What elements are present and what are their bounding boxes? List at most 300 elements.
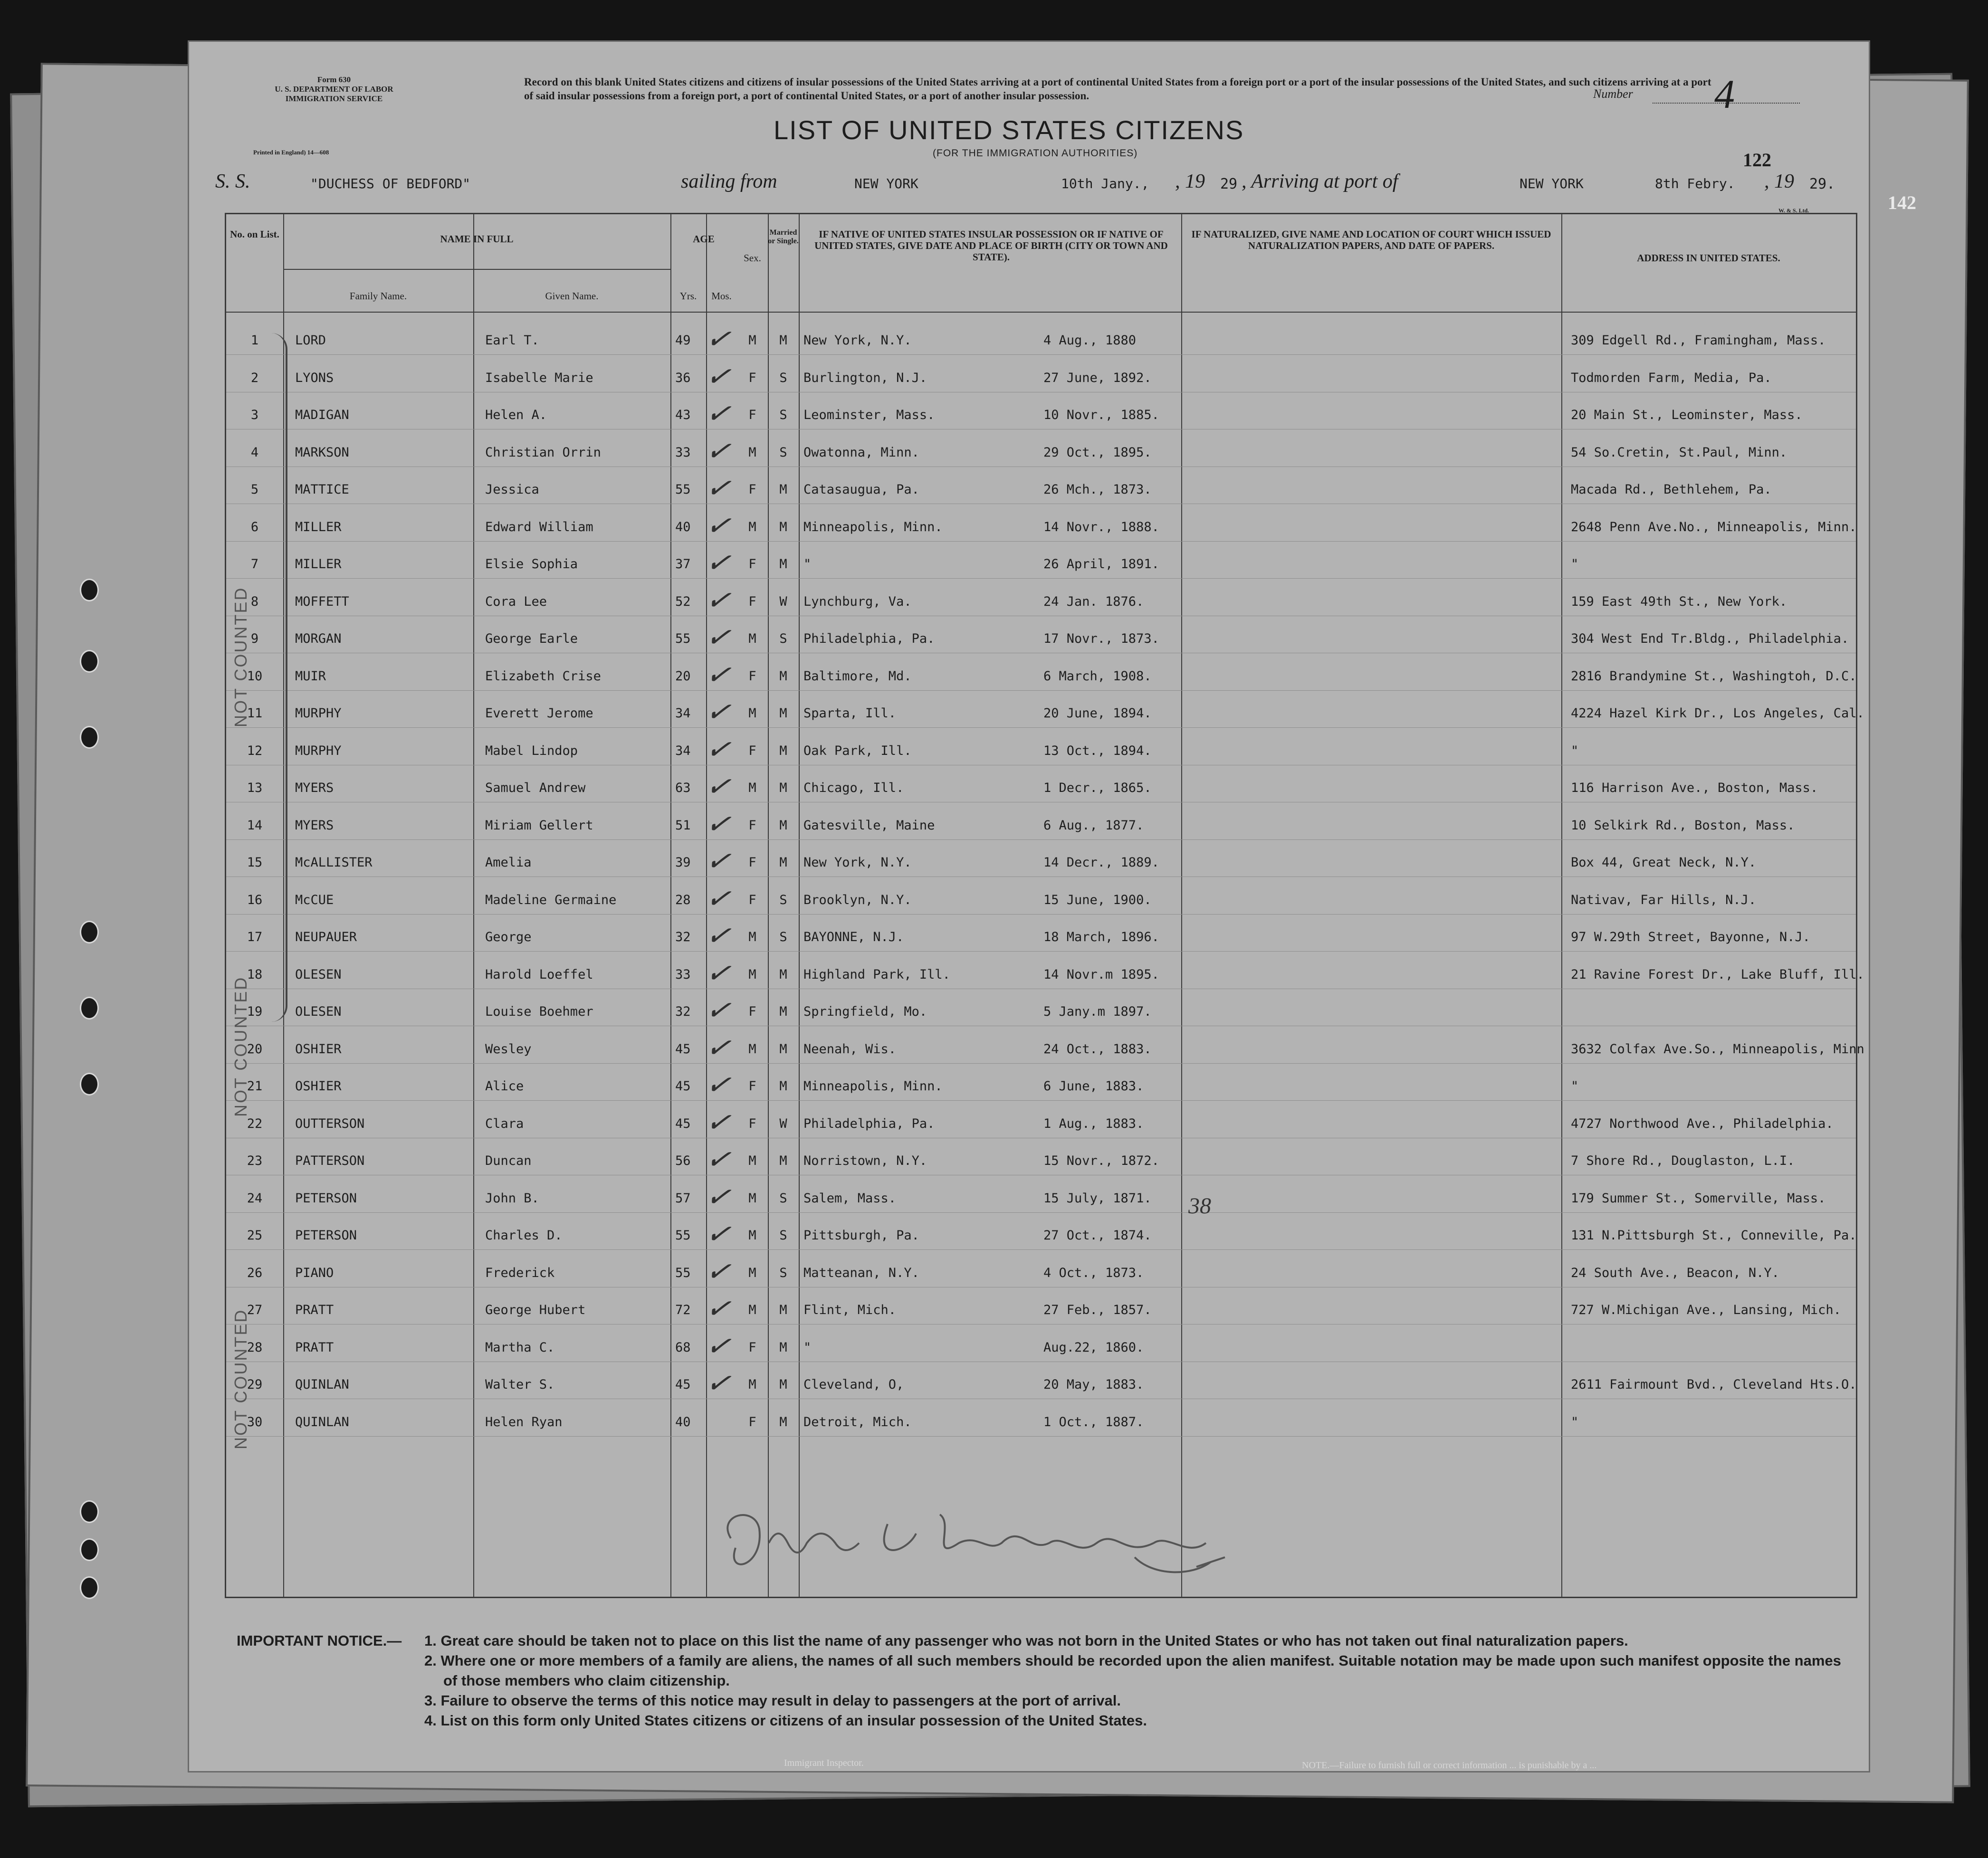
- cell-sex: F: [748, 855, 756, 870]
- cell-family: MUIR: [295, 668, 326, 684]
- cell-given: Frederick: [485, 1265, 555, 1280]
- cell-ms: M: [779, 1414, 787, 1429]
- cell-place: Norristown, N.Y.: [803, 1153, 927, 1168]
- cell-age: 36: [675, 370, 691, 385]
- cell-sex: F: [748, 482, 756, 497]
- cell-age: 57: [675, 1191, 691, 1206]
- cell-place: BAYONNE, N.J.: [803, 930, 904, 944]
- cell-date: 15 Novr., 1872.: [1043, 1153, 1159, 1168]
- check-mark-icon: ✓: [704, 1254, 733, 1289]
- cell-no: 12: [247, 743, 263, 758]
- check-mark-icon: ✓: [704, 1067, 733, 1103]
- check-mark-icon: ✓: [704, 545, 733, 581]
- ship-name: "DUCHESS OF BEDFORD": [310, 176, 471, 191]
- cell-sex: F: [748, 594, 756, 609]
- header-given: Given Name.: [545, 290, 599, 302]
- cell-family: MATTICE: [295, 482, 349, 497]
- cell-family: MYERS: [295, 781, 334, 795]
- cell-date: 20 May, 1883.: [1043, 1377, 1144, 1392]
- cell-ms: M: [779, 1153, 787, 1168]
- not-counted-stamp: NOT COUNTED: [231, 586, 250, 727]
- cell-date: 5 Jany.m 1897.: [1043, 1004, 1152, 1019]
- cell-given: Helen A.: [485, 408, 547, 422]
- header-age: AGE: [693, 233, 715, 245]
- row-rule: [226, 839, 1856, 840]
- cell-place: Minneapolis, Minn.: [803, 519, 943, 534]
- cell-place: Brooklyn, N.Y.: [803, 892, 912, 907]
- voyage-line: [215, 170, 1854, 199]
- cell-given: Charles D.: [485, 1228, 563, 1243]
- cell-sex: F: [748, 1414, 756, 1429]
- cell-family: PIANO: [295, 1265, 334, 1280]
- cell-place: Gatesville, Maine: [803, 818, 935, 833]
- cell-address: 54 So.Cretin, St.Paul, Minn.: [1571, 445, 1787, 460]
- cell-address: 309 Edgell Rd., Framingham, Mass.: [1571, 333, 1826, 348]
- notice-items: [424, 1631, 1850, 1731]
- check-mark-icon: ✓: [704, 918, 733, 954]
- cell-family: PRATT: [295, 1340, 334, 1355]
- cell-date: 6 June, 1883.: [1043, 1079, 1144, 1094]
- cell-sex: M: [748, 519, 756, 534]
- binder-hole: [80, 921, 99, 943]
- cell-family: MILLER: [295, 519, 342, 534]
- cell-given: Clara: [485, 1116, 524, 1131]
- cell-ms: M: [779, 557, 787, 572]
- cell-ms: M: [779, 855, 787, 870]
- sailing-label: sailing from: [681, 171, 777, 192]
- cell-address: 131 N.Pittsburgh St., Conneville, Pa.: [1571, 1228, 1857, 1243]
- cell-no: 26: [247, 1265, 263, 1280]
- cell-given: Isabelle Marie: [485, 370, 593, 385]
- cell-address: 3632 Colfax Ave.So., Minneapolis, Minn: [1571, 1041, 1864, 1057]
- cell-sex: M: [748, 1303, 756, 1317]
- row-rule: [226, 578, 1856, 579]
- check-mark-icon: ✓: [704, 657, 733, 693]
- cell-address: 24 South Ave., Beacon, N.Y.: [1571, 1265, 1779, 1280]
- cell-no: 29: [247, 1377, 263, 1392]
- cell-age: 55: [675, 631, 691, 646]
- cell-age: 55: [675, 1265, 691, 1280]
- cell-address: 2611 Fairmount Bvd., Cleveland Hts.O.: [1571, 1377, 1857, 1392]
- check-mark-icon: ✓: [704, 955, 733, 991]
- cell-date: 18 March, 1896.: [1043, 930, 1159, 944]
- cell-ms: M: [779, 482, 787, 497]
- check-mark-icon: ✓: [704, 881, 733, 916]
- page-title: LIST OF UNITED STATES CITIZENS: [774, 115, 1244, 145]
- cell-address: 2816 Brandymine St., Washingtoh, D.C.: [1571, 668, 1857, 684]
- cell-family: LYONS: [295, 370, 334, 385]
- cell-sex: F: [748, 892, 756, 907]
- cell-address: Macada Rd., Bethlehem, Pa.: [1571, 482, 1772, 497]
- cell-no: 30: [247, 1414, 263, 1429]
- cell-date: 24 Jan. 1876.: [1043, 594, 1144, 609]
- cell-given: George Earle: [485, 631, 578, 646]
- cell-address: 7 Shore Rd., Douglaston, L.I.: [1571, 1153, 1795, 1168]
- record-instruction: Record on this blank United States citizens and citizens of insular possessions of the United States arriving at a port of continental United States from a foreign port or a port of the insular possessions of the United States, and such citizens arriving at a port of said insular possessions from a foreign port, a port of continental United States, or a port of another insular possession.: [524, 76, 1711, 102]
- cell-place: Chicago, Ill.: [803, 781, 904, 795]
- cell-place: Matteanan, N.Y.: [803, 1265, 919, 1280]
- cell-age: 28: [675, 892, 691, 907]
- cell-given: Edward William: [485, 519, 593, 534]
- check-mark-icon: ✓: [704, 396, 733, 432]
- cell-no: 13: [247, 781, 263, 795]
- cell-date: 27 June, 1892.: [1043, 370, 1152, 385]
- departure-port: NEW YORK: [854, 176, 918, 191]
- row-rule: [226, 914, 1856, 915]
- cell-no: 9: [250, 631, 259, 646]
- cell-given: Christian Orrin: [485, 445, 601, 460]
- cell-date: 4 Oct., 1873.: [1043, 1265, 1144, 1280]
- cell-place: Sparta, Ill.: [803, 706, 897, 721]
- cell-address: 2648 Penn Ave.No., Minneapolis, Minn.: [1571, 519, 1857, 534]
- cell-date: 14 Decr., 1889.: [1043, 855, 1159, 870]
- check-mark-icon: ✓: [704, 843, 733, 879]
- cell-date: 20 June, 1894.: [1043, 706, 1152, 721]
- cell-given: Harold Loeffel: [485, 967, 593, 982]
- cell-date: Aug.22, 1860.: [1043, 1340, 1144, 1355]
- header-name: NAME IN FULL: [440, 233, 514, 245]
- cell-ms: W: [779, 594, 787, 609]
- cell-sex: F: [748, 1116, 756, 1131]
- cell-place: Highland Park, Ill.: [803, 967, 950, 982]
- cell-sex: F: [748, 1079, 756, 1094]
- binder-hole: [80, 1576, 99, 1599]
- cell-ms: M: [779, 781, 787, 795]
- cell-sex: M: [748, 1228, 756, 1243]
- cell-address: 20 Main St., Leominster, Mass.: [1571, 408, 1803, 422]
- cell-no: 2: [250, 370, 259, 385]
- cell-date: 14 Novr.m 1895.: [1043, 967, 1159, 982]
- arrival-port: NEW YORK: [1520, 176, 1584, 191]
- cell-age: 56: [675, 1153, 691, 1168]
- row-rule: [226, 727, 1856, 728]
- header-married: Married or Single.: [768, 229, 799, 245]
- cell-sex: F: [748, 1340, 756, 1355]
- cell-address: ": [1571, 1079, 1579, 1094]
- cell-date: 10 Novr., 1885.: [1043, 408, 1159, 422]
- cell-age: 40: [675, 519, 691, 534]
- cell-address: ": [1571, 1414, 1579, 1429]
- year-label: , 19: [1175, 171, 1205, 192]
- cell-family: NEUPAUER: [295, 930, 357, 944]
- list-number: 4: [1714, 71, 1735, 117]
- cell-family: OSHIER: [295, 1041, 342, 1057]
- printed-note: Printed in England) 14—608: [253, 149, 329, 156]
- cell-date: 15 July, 1871.: [1043, 1191, 1152, 1206]
- cell-no: 22: [247, 1116, 263, 1131]
- arriving-label: , Arriving at port of: [1242, 171, 1398, 192]
- cell-date: 26 Mch., 1873.: [1043, 482, 1152, 497]
- cell-sex: F: [748, 1004, 756, 1019]
- check-mark-icon: ✓: [704, 992, 733, 1029]
- cell-sex: M: [748, 333, 756, 348]
- cell-address: 304 West End Tr.Bldg., Philadelphia.: [1571, 631, 1849, 646]
- cell-address: 727 W.Michigan Ave., Lansing, Mich.: [1571, 1303, 1841, 1317]
- cell-no: 1: [250, 333, 259, 348]
- cell-place: ": [803, 1340, 812, 1355]
- cell-ms: M: [779, 333, 787, 348]
- cell-no: 7: [250, 557, 259, 572]
- manifest-sheet: [188, 40, 1916, 1772]
- check-mark-icon: ✓: [704, 694, 733, 730]
- cell-place: Philadelphia, Pa.: [803, 631, 935, 646]
- cell-given: Cora Lee: [485, 594, 547, 609]
- cell-ms: M: [779, 1377, 787, 1392]
- cell-sex: M: [748, 967, 756, 982]
- cell-sex: M: [748, 1041, 756, 1057]
- cell-sex: M: [748, 930, 756, 944]
- cell-sex: F: [748, 818, 756, 833]
- cell-family: McCUE: [295, 892, 334, 907]
- cell-no: 17: [247, 930, 263, 944]
- cell-sex: M: [748, 781, 756, 795]
- cell-place: Oak Park, Ill.: [803, 743, 912, 758]
- cell-family: OSHIER: [295, 1079, 342, 1094]
- cell-family: QUINLAN: [295, 1377, 349, 1392]
- form-number: Form 630: [317, 75, 351, 84]
- cell-ms: M: [779, 967, 787, 982]
- cell-no: 16: [247, 892, 263, 907]
- cell-date: 1 Decr., 1865.: [1043, 781, 1152, 795]
- header-birth: IF NATIVE OF UNITED STATES INSULAR POSSESSION OR IF NATIVE OF UNITED STATES, GIVE DATE AND PLACE OF BIRTH (CITY OR TOWN AND STATE).: [814, 229, 1168, 263]
- cell-sex: M: [748, 1153, 756, 1168]
- inspector-signature: [717, 1496, 1334, 1591]
- ss-label: S. S.: [215, 171, 250, 192]
- passenger-table: [225, 213, 1864, 1598]
- printer-mark: W. & S. Ltd.: [1778, 207, 1809, 214]
- cell-family: MYERS: [295, 818, 334, 833]
- cell-given: Wesley: [485, 1041, 532, 1057]
- binder-hole: [80, 579, 99, 601]
- footer-inspector: Immigrant Inspector.: [784, 1758, 864, 1768]
- age-annotation: 38: [1188, 1193, 1211, 1219]
- check-mark-icon: ✓: [704, 1142, 733, 1178]
- cell-given: Jessica: [485, 482, 539, 497]
- cell-place: Flint, Mich.: [803, 1303, 897, 1317]
- row-rule: [226, 1063, 1856, 1064]
- cell-age: 45: [675, 1041, 691, 1057]
- cell-family: MORGAN: [295, 631, 342, 646]
- cell-age: 52: [675, 594, 691, 609]
- cell-place: Neenah, Wis.: [803, 1041, 897, 1057]
- cell-age: 45: [675, 1116, 691, 1131]
- cell-family: OLESEN: [295, 967, 342, 982]
- page-number: 122: [1743, 149, 1771, 171]
- header-mos: Mos.: [711, 290, 732, 302]
- arrival-date: 8th Febry.: [1655, 176, 1735, 191]
- cell-place: Burlington, N.J.: [803, 370, 927, 385]
- cell-address: Box 44, Great Neck, N.Y.: [1571, 855, 1757, 870]
- cell-sex: F: [748, 743, 756, 758]
- cell-sex: M: [748, 1377, 756, 1392]
- cell-family: MARKSON: [295, 445, 349, 460]
- cell-given: George Hubert: [485, 1303, 586, 1317]
- check-mark-icon: ✓: [704, 359, 733, 394]
- cell-ms: W: [779, 1116, 787, 1131]
- cell-date: 27 Feb., 1857.: [1043, 1303, 1152, 1317]
- cell-place: Philadelphia, Pa.: [803, 1116, 935, 1131]
- cell-given: Madeline Germaine: [485, 892, 617, 907]
- cell-ms: M: [779, 1079, 787, 1094]
- header-naturalized: IF NATURALIZED, GIVE NAME AND LOCATION OF COURT WHICH ISSUED NATURALIZATION PAPERS, AND DATE OF PAPERS.: [1191, 229, 1551, 251]
- check-mark-icon: ✓: [704, 1328, 733, 1364]
- cell-no: 18: [247, 967, 263, 982]
- cell-date: 13 Oct., 1894.: [1043, 743, 1152, 758]
- cell-family: PETERSON: [295, 1191, 357, 1206]
- margin-bracket: [271, 333, 287, 1022]
- header-family: Family Name.: [349, 290, 407, 302]
- cell-age: 32: [675, 1004, 691, 1019]
- row-rule: [226, 690, 1856, 691]
- cell-sex: F: [748, 668, 756, 684]
- cell-date: 6 Aug., 1877.: [1043, 818, 1144, 833]
- notice-label: IMPORTANT NOTICE.—: [237, 1632, 402, 1649]
- cell-no: 15: [247, 855, 263, 870]
- cell-no: 24: [247, 1191, 263, 1206]
- cell-place: Owatonna, Minn.: [803, 445, 919, 460]
- sheet-number: 142: [1888, 192, 1916, 213]
- cell-address: 4727 Northwood Ave., Philadelphia.: [1571, 1116, 1834, 1131]
- cell-age: 68: [675, 1340, 691, 1355]
- check-mark-icon: ✓: [704, 806, 733, 842]
- cell-age: 43: [675, 408, 691, 422]
- department: U. S. DEPARTMENT OF LABOR: [275, 85, 393, 94]
- cell-date: 1 Aug., 1883.: [1043, 1116, 1144, 1131]
- cell-date: 27 Oct., 1874.: [1043, 1228, 1152, 1243]
- not-counted-stamp: NOT COUNTED: [231, 976, 250, 1117]
- check-mark-icon: ✓: [704, 732, 733, 767]
- cell-date: 24 Oct., 1883.: [1043, 1041, 1152, 1057]
- cell-age: 33: [675, 445, 691, 460]
- cell-given: Louise Boehmer: [485, 1004, 593, 1019]
- header-yrs: Yrs.: [679, 290, 697, 302]
- cell-ms: S: [779, 1191, 787, 1206]
- cell-no: 21: [247, 1079, 263, 1094]
- cell-address: 4224 Hazel Kirk Dr., Los Angeles, Cal.: [1571, 706, 1864, 721]
- cell-no: 5: [250, 482, 259, 497]
- binder-hole: [80, 997, 99, 1020]
- cell-sex: M: [748, 445, 756, 460]
- cell-ms: M: [779, 1303, 787, 1317]
- cell-ms: M: [779, 743, 787, 758]
- row-rule: [226, 951, 1856, 952]
- cell-place: New York, N.Y.: [803, 855, 912, 870]
- cell-address: ": [1571, 557, 1579, 572]
- check-mark-icon: ✓: [704, 321, 733, 357]
- cell-no: 4: [250, 445, 259, 460]
- cell-place: Minneapolis, Minn.: [803, 1079, 943, 1094]
- check-mark-icon: ✓: [704, 1365, 733, 1401]
- cell-date: 17 Novr., 1873.: [1043, 631, 1159, 646]
- cell-ms: M: [779, 1004, 787, 1019]
- cell-no: 11: [247, 706, 263, 721]
- cell-address: Todmorden Farm, Media, Pa.: [1571, 370, 1772, 385]
- cell-place: Baltimore, Md.: [803, 668, 912, 684]
- cell-no: 28: [247, 1340, 263, 1355]
- cell-place: Cleveland, O,: [803, 1377, 904, 1392]
- notice-item-1: 1. Great care should be taken not to place on this list the name of any passenger who was not born in the United States or who has not taken out final naturalization papers.: [424, 1632, 1628, 1649]
- cell-place: Pittsburgh, Pa.: [803, 1228, 919, 1243]
- row-rule: [226, 541, 1856, 542]
- cell-family: QUINLAN: [295, 1414, 349, 1429]
- cell-no: 20: [247, 1041, 263, 1057]
- cell-no: 25: [247, 1228, 263, 1243]
- cell-no: 14: [247, 818, 263, 833]
- cell-place: New York, N.Y.: [803, 333, 912, 348]
- check-mark-icon: ✓: [704, 433, 733, 469]
- cell-family: McALLISTER: [295, 855, 373, 870]
- cell-place: Detroit, Mich.: [803, 1414, 912, 1429]
- cell-given: Walter S.: [485, 1377, 555, 1392]
- cell-given: George: [485, 930, 532, 944]
- cell-no: 10: [247, 668, 263, 684]
- cell-family: OLESEN: [295, 1004, 342, 1019]
- cell-age: 55: [675, 1228, 691, 1243]
- cell-no: 19: [247, 1004, 263, 1019]
- cell-ms: M: [779, 1340, 787, 1355]
- page-subtitle: (FOR THE IMMIGRATION AUTHORITIES): [933, 148, 1138, 159]
- header-address: ADDRESS IN UNITED STATES.: [1637, 252, 1780, 264]
- cell-place: Catasaugua, Pa.: [803, 482, 919, 497]
- header-sex: Sex.: [744, 252, 761, 264]
- cell-family: MURPHY: [295, 743, 342, 758]
- row-rule: [226, 1212, 1856, 1213]
- cell-given: John B.: [485, 1191, 539, 1206]
- cell-age: 45: [675, 1377, 691, 1392]
- check-mark-icon: ✓: [704, 769, 733, 805]
- cell-address: 97 W.29th Street, Bayonne, N.J.: [1571, 930, 1810, 944]
- cell-family: MURPHY: [295, 706, 342, 721]
- cell-ms: M: [779, 668, 787, 684]
- cell-no: 6: [250, 519, 259, 534]
- cell-ms: M: [779, 706, 787, 721]
- cell-age: 63: [675, 781, 691, 795]
- check-mark-icon: ✓: [704, 619, 733, 656]
- cell-ms: S: [779, 930, 787, 944]
- cell-ms: S: [779, 1228, 787, 1243]
- check-mark-icon: ✓: [704, 1179, 733, 1215]
- cell-date: 6 March, 1908.: [1043, 668, 1152, 684]
- cell-age: 32: [675, 930, 691, 944]
- cell-age: 40: [675, 1414, 691, 1429]
- form-identifier: [263, 75, 405, 104]
- cell-address: 21 Ravine Forest Dr., Lake Bluff, Ill.: [1571, 967, 1864, 982]
- cell-ms: S: [779, 370, 787, 385]
- cell-family: LORD: [295, 333, 326, 348]
- cell-ms: M: [779, 818, 787, 833]
- cell-ms: S: [779, 892, 787, 907]
- header-no: No. on List.: [230, 229, 279, 240]
- row-rule: [226, 1436, 1856, 1437]
- cell-given: Elsie Sophia: [485, 557, 578, 572]
- cell-given: Elizabeth Crise: [485, 668, 601, 684]
- cell-given: Earl T.: [485, 333, 539, 348]
- cell-given: Everett Jerome: [485, 706, 593, 721]
- departure-year: 29: [1220, 176, 1238, 192]
- not-counted-stamp: NOT COUNTED: [231, 1308, 250, 1449]
- cell-ms: S: [779, 445, 787, 460]
- number-label: Number: [1593, 87, 1633, 101]
- cell-sex: M: [748, 631, 756, 646]
- cell-ms: S: [779, 1265, 787, 1280]
- cell-no: 27: [247, 1303, 263, 1317]
- cell-ms: M: [779, 519, 787, 534]
- binder-hole: [80, 726, 99, 749]
- cell-sex: F: [748, 408, 756, 422]
- cell-age: 20: [675, 668, 691, 684]
- cell-age: 33: [675, 967, 691, 982]
- cell-age: 34: [675, 706, 691, 721]
